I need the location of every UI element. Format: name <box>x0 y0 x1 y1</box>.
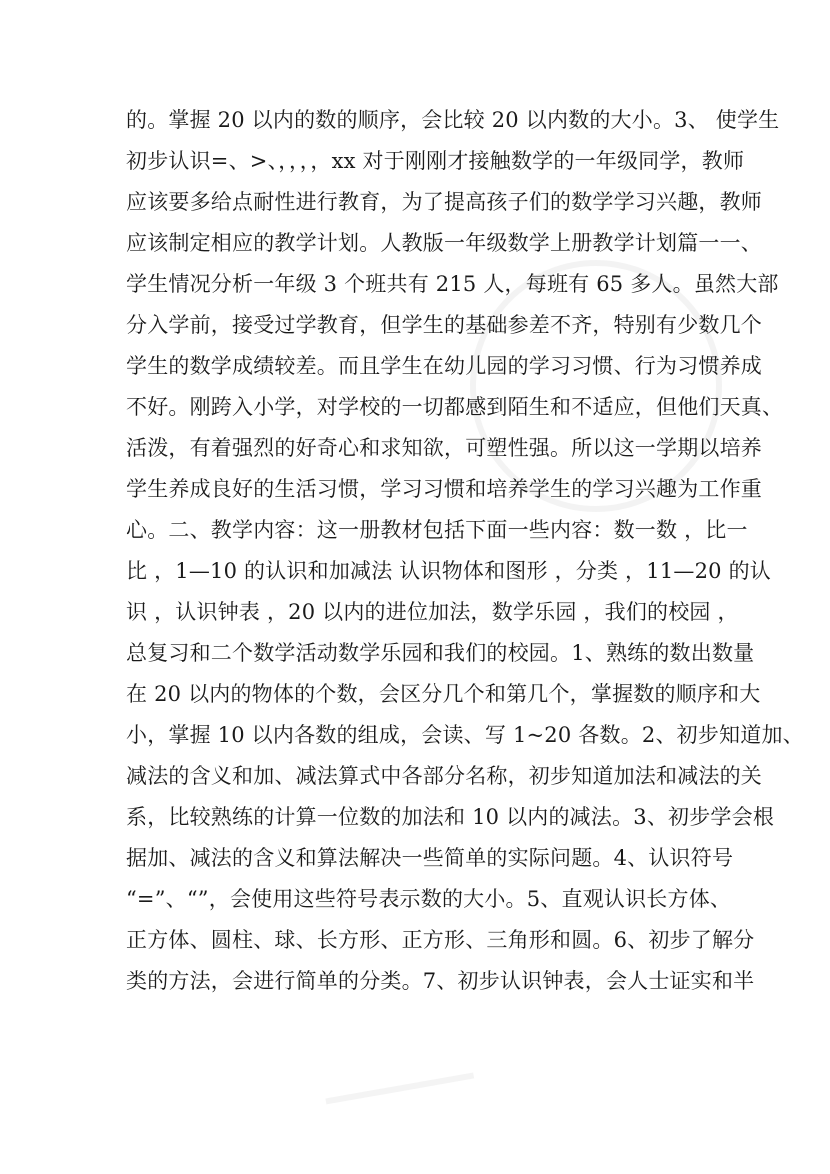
text-line: 比 ，1—10 的认识和加减法 认识物体和图形 ，分类 ，11—20 的认 <box>126 559 771 583</box>
text-line: 学生情况分析一年级 3 个班共有 215 人，每班有 65 多人。虽然大部 <box>126 272 779 296</box>
text-line: 的。掌握 20 以内的数的顺序，会比较 20 以内数的大小。3、 使学生 <box>126 108 780 132</box>
text-line: 应该要多给点耐性进行教育，为了提高孩子们的数学学习兴趣，教师 <box>126 190 762 214</box>
text-line: 在 20 以内的物体的个数，会区分几个和第几个，掌握数的顺序和大 <box>126 682 761 706</box>
text-line: 减法的含义和加、减法算式中各部分名称，初步知道加法和减法的关 <box>126 764 762 788</box>
text-line: 活泼，有着强烈的好奇心和求知欲，可塑性强。所以这一学期以培养 <box>126 436 762 460</box>
text-line: 应该制定相应的教学计划。人教版一年级数学上册教学计划篇一一、 <box>126 231 762 255</box>
watermark <box>325 1072 484 1163</box>
text-line: 正方体、圆柱、球、长方形、正方形、三角形和圆。6、初步了解分 <box>126 928 755 952</box>
text-line: 分入学前，接受过学教育，但学生的基础参差不齐，特别有少数几个 <box>126 313 762 337</box>
text-line: 总复习和二个数学活动数学乐园和我们的校园。1、熟练的数出数量 <box>126 641 755 665</box>
text-line: 类的方法，会进行简单的分类。7、初步认识钟表，会人士证实和半 <box>126 969 755 993</box>
text-line: 心。二、教学内容：这一册教材包括下面一些内容：数一数 ，比一 <box>126 518 748 542</box>
text-line: 不好。刚跨入小学，对学校的一切都感到陌生和不适应，但他们天真、 <box>126 395 784 419</box>
text-line: 系，比较熟练的计算一位数的加法和 10 以内的减法。3、初步学会根 <box>126 805 775 829</box>
text-line: 识 ，认识钟表 ，20 以内的进位加法，数学乐园 ，我们的校园 ， <box>126 600 739 624</box>
text-line: “=”、“”，会使用这些符号表示数的大小。5、直观认识长方体、 <box>126 887 732 911</box>
text-line: 据加、减法的含义和算法解决一些简单的实际问题。4、认识符号 <box>126 846 734 870</box>
text-line: 小，掌握 10 以内各数的组成，会读、写 1~20 各数。2、初步知道加、 <box>126 723 804 747</box>
text-line: 初步认识=、>、，，，，xx 对于刚刚才接触数学的一年级同学，教师 <box>126 149 745 173</box>
text-line: 学生的数学成绩较差。而且学生在幼儿园的学习习惯、行为习惯养成 <box>126 354 762 378</box>
text-line: 学生养成良好的生活习惯，学习习惯和培养学生的学习兴趣为工作重 <box>126 477 762 501</box>
